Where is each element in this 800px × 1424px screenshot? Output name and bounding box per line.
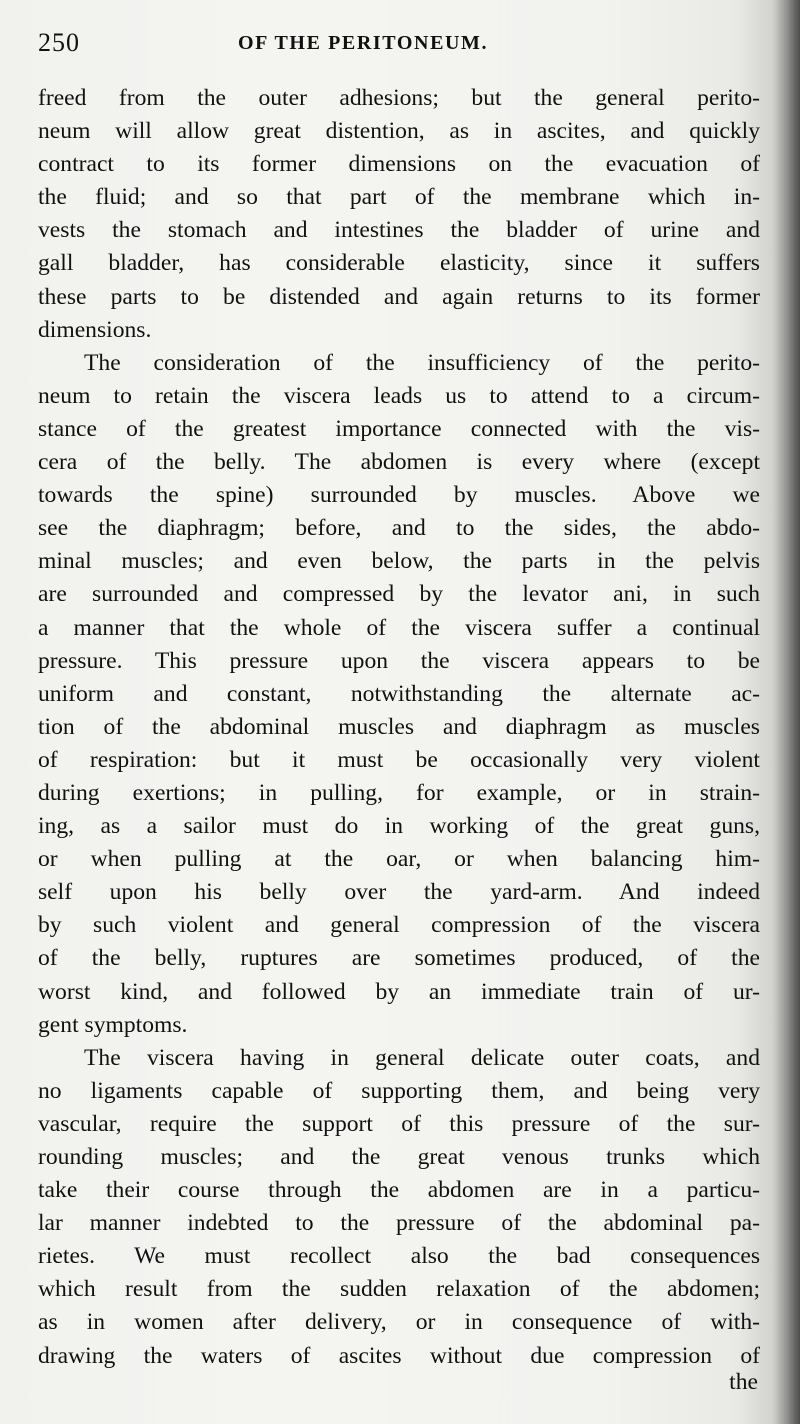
text-line: of respiration: but it must be occasionally very violent [38, 746, 760, 773]
text-line: gent symptoms. [38, 1011, 188, 1038]
text-line: during exertions; in pulling, for example, or in strain- [38, 779, 760, 806]
text-line: neum to retain the viscera leads us to attend to a circum- [38, 382, 760, 409]
text-line: lar manner indebted to the pressure of the abdominal pa- [38, 1210, 760, 1237]
text-line: minal muscles; and even below, the parts in the pelvis [38, 548, 760, 575]
text-line: no ligaments capable of supporting them, and being very [38, 1077, 760, 1104]
text-line: self upon his belly over the yard-arm. And indeed [38, 879, 760, 906]
text-line: the fluid; and so that part of the membrane which in- [38, 184, 760, 211]
text-line: which result from the sudden relaxation of the abdomen; [38, 1276, 760, 1303]
text-line: The consideration of the insufficiency of the perito- [84, 349, 760, 376]
text-line: gall bladder, has considerable elasticity, since it suffers [38, 250, 760, 277]
text-line: rietes. We must recollect also the bad consequences [38, 1243, 760, 1270]
text-line: as in women after delivery, or in consequence of with- [38, 1309, 760, 1336]
catchword: the [729, 1369, 758, 1395]
text-line: a manner that the whole of the viscera suffer a continual [38, 614, 760, 641]
text-line: rounding muscles; and the great venous trunks which [38, 1144, 760, 1170]
text-line: see the diaphragm; before, and to the sides, the abdo- [38, 515, 760, 542]
running-title: OF THE PERITONEUM. [238, 32, 489, 54]
text-line: worst kind, and followed by an immediate train of ur- [38, 978, 760, 1005]
text-line: tion of the abdominal muscles and diaphragm as muscles [38, 713, 760, 740]
text-line: dimensions. [38, 316, 152, 343]
body-text [38, 82, 760, 1373]
text-line: contract to its former dimensions on the evacuation of [38, 151, 760, 178]
text-line: take their course through the abdomen are in a particu- [38, 1177, 760, 1204]
text-line: these parts to be distended and again returns to its former [38, 283, 760, 310]
text-line: drawing the waters of ascites without due compression of [38, 1342, 760, 1369]
text-line: by such violent and general compression of the viscera [38, 912, 760, 939]
text-line: vests the stomach and intestines the bladder of urine and [38, 217, 760, 244]
text-line: are surrounded and compressed by the levator ani, in such [38, 581, 760, 608]
text-line: The viscera having in general delicate outer coats, and [84, 1044, 760, 1071]
text-line: uniform and constant, notwithstanding the alternate ac- [38, 680, 760, 707]
text-line: or when pulling at the oar, or when balancing him- [38, 846, 760, 873]
page-number: 250 [38, 28, 80, 57]
page-header [38, 28, 558, 60]
text-line: vascular, require the support of this pressure of the sur- [38, 1110, 760, 1137]
text-line: of the belly, ruptures are sometimes produced, of the [38, 945, 760, 972]
text-line: ing, as a sailor must do in working of the great guns, [38, 813, 760, 840]
text-line: pressure. This pressure upon the viscera appears to be [38, 647, 760, 674]
text-line: towards the spine) surrounded by muscles. Above we [38, 482, 760, 509]
text-line: freed from the outer adhesions; but the general perito- [38, 85, 760, 111]
text-line: cera of the belly. The abdomen is every where (except [38, 449, 760, 476]
text-line: stance of the greatest importance connected with the vis- [38, 415, 760, 442]
text-line: neum will allow great distention, as in ascites, and quickly [38, 118, 760, 145]
